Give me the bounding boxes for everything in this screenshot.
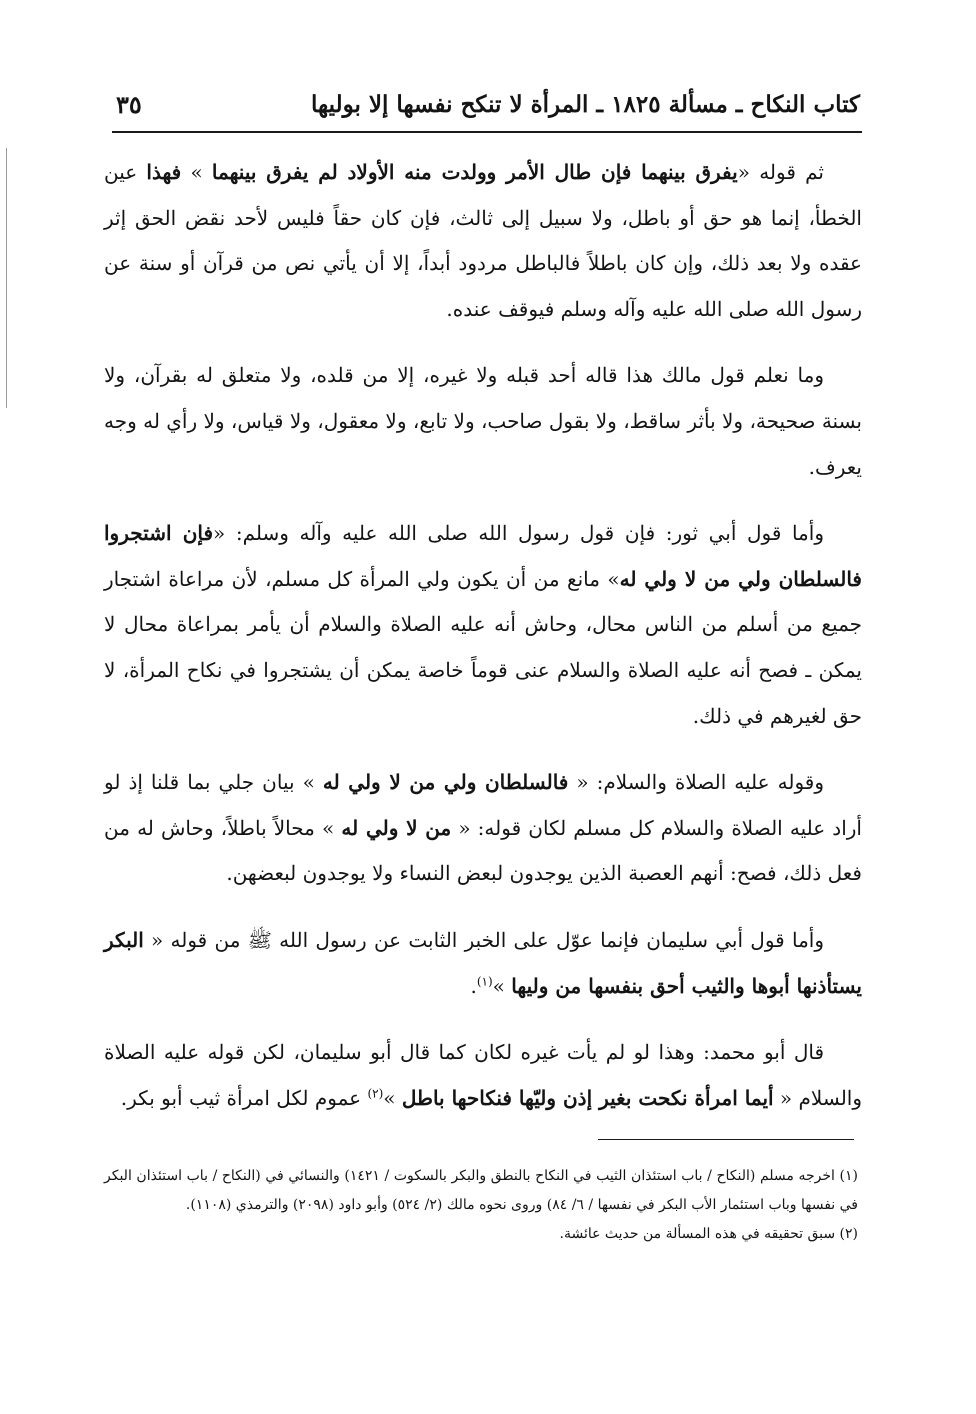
text-run: وأما قول أبي سليمان فإنما عوّل على الخبر الثابت عن رسول الله ﷺ من قوله «	[143, 927, 824, 952]
quoted-text: البكر يستأذنها أبوها والثيب أحق بنفسها من وليها	[104, 927, 862, 998]
paragraph-2	[104, 353, 862, 490]
text-run: وما نعلم قول مالك هذا قاله أحد قبله ولا غيره، إلا من قلده، ولا متعلق له بقرآن، ولا بسنة صحيحة، ولا بأثر ساقط، ولا بقول صاحب، ولا تابع، ولا معقول، ولا قياس، ولا رأي له وجه يعرف.	[104, 363, 862, 479]
footnote-1: (١) اخرجه مسلم (النكاح / باب استئذان الثيب في النكاح بالنطق والبكر بالسكوت / ١٤٢١) والنسائي في (النكاح / باب استئذان البكر في نفسها وباب استئمار الأب البكر في نفسها / ٦/ ٨٤) وروى نحوه مالك (٢/ ٥٢٤) وأبو داود (٢٠٩٨) والترمذي (١١٠٨).	[104, 1168, 858, 1213]
text-run: »	[181, 160, 212, 184]
text-run: وقوله عليه الصلاة والسلام: «	[568, 770, 824, 795]
text-run: وأما قول أبي ثور: فإن قول رسول الله صلى الله عليه وآله وسلم: «	[213, 521, 824, 546]
page-number: ٣٥	[116, 89, 142, 119]
paragraph-5	[104, 918, 862, 1009]
text-run: »	[383, 1085, 402, 1110]
text-run: » بيان جلي بما قلنا إذ لو أراد عليه الصلاة والسلام كل مسلم لكان قوله: «	[104, 770, 862, 840]
text-run: عين الخطأ، إنما هو حق أو باطل، ولا سبيل إلى ثالث، فإن كان حقاً فليس لأحد نقض الحق إثر عقده ولا بعد ذلك، وإن كان باطلاً فالباطل مردود أبداً، إلا أن يأتي نص من قرآن أو سنة عن رسول الله صلى الله عليه وآله وسلم فيوقف عنده.	[104, 160, 862, 321]
paragraph-3	[104, 511, 862, 739]
text-run: .	[470, 973, 477, 998]
footnote-ref: (١)	[476, 973, 493, 988]
paragraph-1	[104, 150, 862, 332]
footnote-ref: (٢)	[367, 1086, 384, 1101]
quoted-text: فإن اشتجروا فالسلطان ولي من لا ولي له	[104, 521, 862, 591]
quoted-text: أيما امرأة نكحت بغير إذن وليّها فنكاحها باطل	[401, 1085, 774, 1110]
paragraph-6	[104, 1030, 862, 1121]
text-run: » محالاً باطلاً، وحاش له من فعل ذلك، فصح: أنهم العصبة الذين يوجدون لبعض النساء ولا يوجدون لبعضهن.	[104, 815, 862, 886]
text-run: »	[492, 973, 512, 998]
quoted-text: يفرق بينهما فإن طال الأمر وولدت منه الأولاد لم يفرق بينهما	[211, 160, 738, 184]
footnote-separator	[598, 1139, 854, 1140]
footnote-2: (٢) سبق تحقيقه في هذه المسألة من حديث عائشة.	[559, 1226, 858, 1242]
quoted-text: من لا ولي له	[341, 815, 452, 840]
text-run: قال أبو محمد: وهذا لو لم يأت غيره لكان كما قال أبو سليمان، لكن قوله عليه الصلاة والسلام «	[104, 1040, 862, 1110]
page-header	[116, 82, 860, 126]
footnotes	[104, 1162, 858, 1249]
text-run: عموم لكل امرأة ثيب أبو بكر.	[120, 1085, 368, 1110]
text-run: ثم قوله «	[737, 160, 824, 184]
main-text	[104, 150, 862, 1142]
header-rule	[112, 131, 862, 133]
paragraph-4	[104, 760, 862, 897]
text-run: » مانع من أن يكون ولي المرأة كل مسلم، لأن مراعاة اشتجار جميع من أسلم من الناس محال، وحاش أنه عليه الصلاة والسلام أن يأمر بمراعاة محال لا يمكن ـ فصح أنه عليه الصلاة والسلام عنى قوماً خاصة يمكن أن يشتجروا في نكاح المرأة، لا حق لغيرهم في ذلك.	[104, 566, 862, 728]
quoted-text: فالسلطان ولي من لا ولي له	[322, 770, 569, 795]
running-head: كتاب النكاح ـ مسألة ١٨٢٥ ـ المرأة لا تنكح نفسها إلا بوليها	[311, 90, 860, 118]
quoted-text: فهذا	[146, 160, 182, 184]
